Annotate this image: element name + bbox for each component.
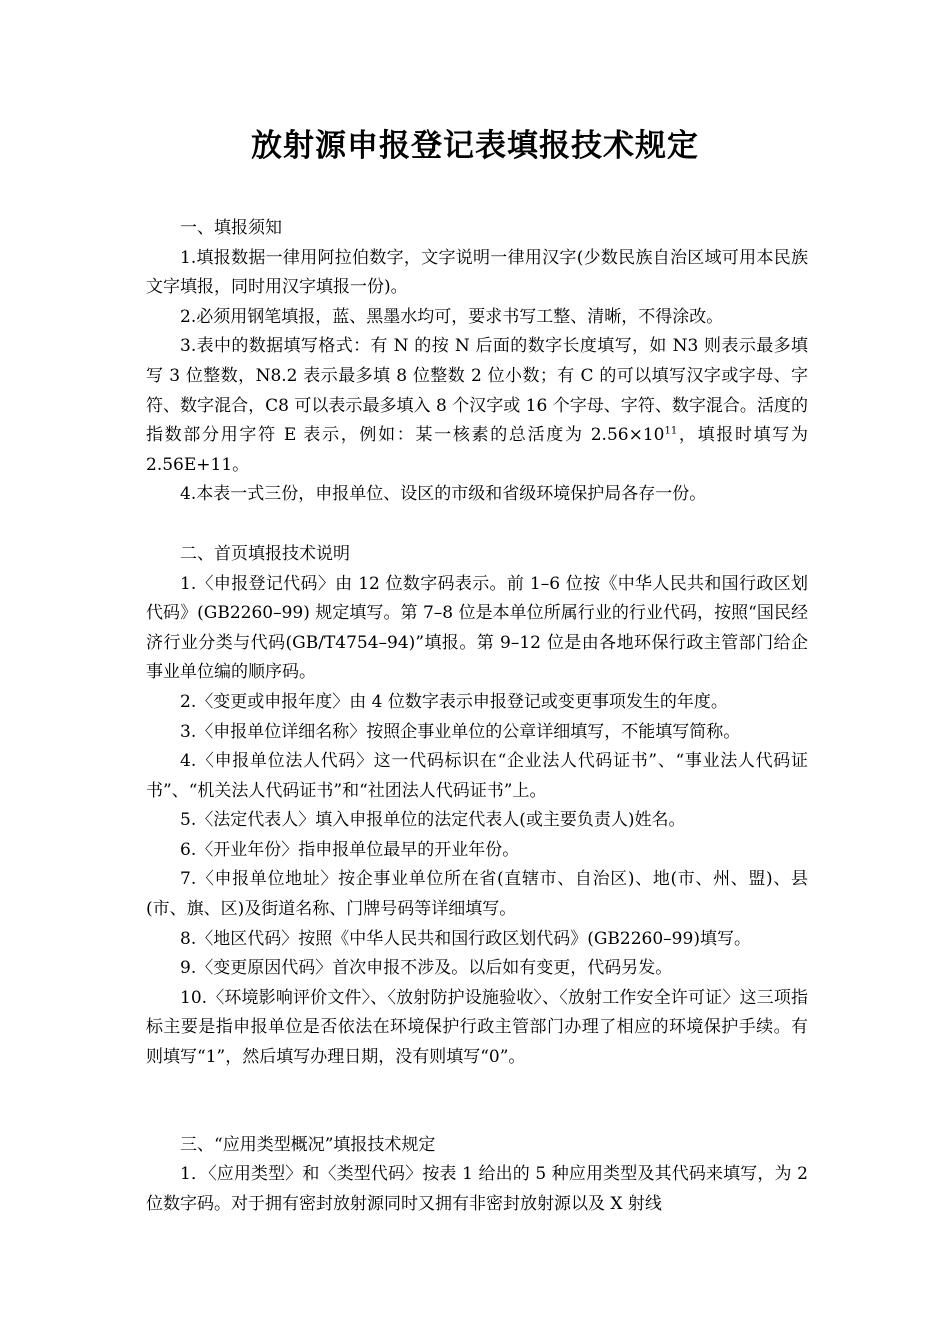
paragraph: 4.本表一式三份，申报单位、设区的市级和省级环境保护局各存一份。 (180, 484, 707, 505)
list-item: 2.〈变更或申报年度〉由 4 位数字表示申报登记或变更事项发生的年度。 (180, 691, 728, 712)
paragraph-text: ，填报时填写为 2.56E+11。 (146, 425, 808, 475)
paragraph: 1．〈应用类型〉和〈类型代码〉按表 1 给出的 5 种应用类型及其代码来填写，为 2 位数字码。对于拥有密封放射源同时又拥有非密封放射源以及 X 射线 (146, 1164, 808, 1214)
section-heading-filing-notes: 一、填报须知 (180, 218, 282, 238)
document-body (146, 214, 808, 1219)
section-heading-application-types: 三、“应用类型概况”填报技术规定 (180, 1134, 436, 1155)
list-item: 6.〈开业年份〉指申报单位最早的开业年份。 (180, 839, 520, 860)
list-item: 1.〈申报登记代码〉由 12 位数字码表示。前 1–6 位按《中华人民共和国行政区划代码》(GB2260–99) 规定填写。第 7–8 位是本单位所属行业的行业代码，按照“国民经济行业分类与代码(GB/T4754–94)”填报。第 9–12 位是由各地环保行政主管部门给企事业单位编的顺序码。 (146, 573, 808, 683)
list-item: 7.〈申报单位地址〉按企事业单位所在省(直辖市、自治区)、地(市、州、盟)、县(市、旗、区)及街道名称、门牌号码等详细填写。 (146, 869, 808, 920)
spacer (146, 510, 808, 540)
list-item: 10.〈环境影响评价文件〉、〈放射防护设施验收〉、〈放射工作安全许可证〉这三项指标主要是指申报单位是否依法在环境保护行政主管部门办理了相应的环境保护手续。有则填写“1”，然后填写办理日期，没有则填写“0”。 (146, 987, 808, 1068)
paragraph: 2.必须用钢笔填报，蓝、黑墨水均可，要求书写工整、清晰，不得涂改。 (180, 306, 724, 327)
exponent: 11 (664, 425, 678, 437)
spacer (146, 1073, 808, 1131)
list-item: 9.〈变更原因代码〉首次申报不涉及。以后如有变更，代码另发。 (180, 958, 673, 979)
section-heading-cover-page: 二、首页填报技术说明 (180, 543, 350, 564)
paragraph-text: 3.表中的数据填写格式：有 N 的按 N 后面的数字长度填写，如 N3 则表示最多填写 3 位整数，N8.2 表示最多填 8 位整数 2 位小数；有 C 的可以填写汉字或字母、字符、数字混合，C8 可以表示最多填入 8 个汉字或 16 个字母、字符、数字混合。活度的指数部分用字符 E 表示，例如：某一核素的总活度为 2.56×10 (146, 336, 808, 446)
list-item: 3.〈申报单位详细名称〉按照企事业单位的公章详细填写，不能填写简称。 (180, 721, 741, 742)
document-title: 放射源申报登记表填报技术规定 (251, 128, 699, 164)
list-item: 8.〈地区代码〉按照《中华人民共和国行政区划代码》(GB2260–99)填写。 (180, 928, 751, 949)
list-item: 5.〈法定代表人〉填入申报单位的法定代表人(或主要负责人)姓名。 (180, 810, 686, 831)
paragraph (146, 332, 808, 480)
paragraph: 1.填报数据一律用阿拉伯数字，文字说明一律用汉字(少数民族自治区域可用本民族文字填报，同时用汉字填报一份)。 (146, 247, 808, 298)
list-item: 4.〈申报单位法人代码〉这一代码标识在“企业法人代码证书”、“事业法人代码证书”、“机关法人代码证书”和“社团法人代码证书”上。 (146, 751, 808, 801)
